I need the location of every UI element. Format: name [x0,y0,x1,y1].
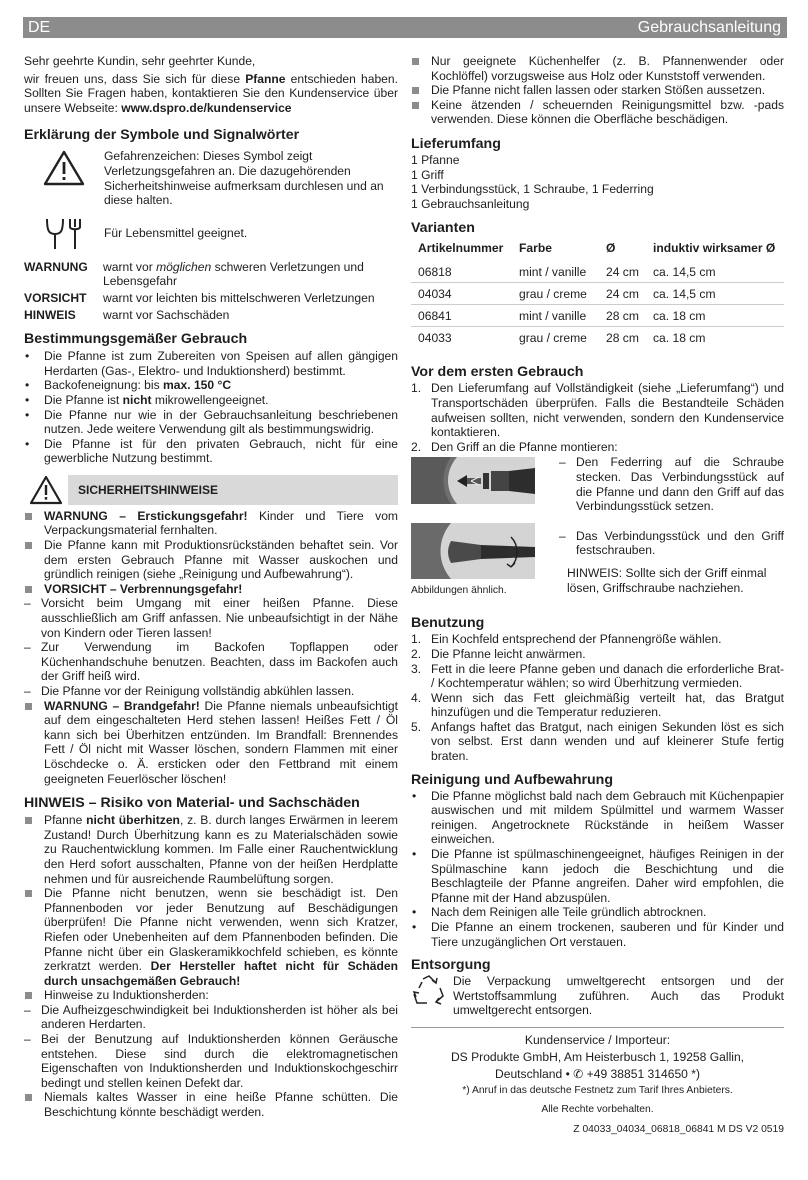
cell: ca. 14,5 cm [653,264,716,279]
footer-line-4: *) Anruf in das deutsche Festnetz zum Tarif Ihres Anbieters. [462,1084,733,1096]
list-item [24,699,398,787]
list-item [24,886,398,988]
food-safe-icon [24,216,104,252]
m1-post: , z. B. durch langes Erwärmen in leerem Zustand! Durch Überhitzung kann es zu Materialschäden sowie zu Rauchentwicklung kommen. Im Falle einer Rauchentwicklung den Herd sofort ausschalten, Pfanne von der heißen Herdplatte nehmen und für ausreichende Raumbelüftung sorgen. [44,813,399,886]
list-item [24,378,398,393]
usage-step: Ein Kochfeld entsprechend der Pfannengröße wählen. [431,632,722,647]
r1-text: Nur geeignete Küchenhelfer (z. B. Pfannenwender oder Kochlöffel) vorzugsweise aus Holz oder Kunststoff verwenden. [431,54,784,83]
variants-heading: Varianten [411,220,475,237]
document-code: Z 04033_04034_06818_06841 M DS V2 0519 [573,1123,784,1135]
r2-text: Die Pfanne nicht fallen lassen oder starken Stößen aussetzen. [431,83,766,98]
intro-product: Pfanne [245,71,286,86]
warnung-pre: warnt vor [103,259,157,274]
list-item: 2. Den Griff an die Pfanne montieren: [411,439,618,454]
assembly-note: HINWEIS: Sollte sich der Griff einmal lösen, Griffschraube nachziehen. [567,566,767,595]
list-item: 5. Anfangs haftet das Bratgut, nach einigen Sekunden löst es sich von selbst. Erst dann wenden und auf kleinerer Stufe fertig braten. [411,719,784,764]
list-item: 1 Griff [411,167,444,182]
material-heading: HINWEIS – Risiko von Material- und Sachschäden [24,795,360,812]
signal-word-warnung: WARNUNG [24,259,88,274]
signal-vorsicht [24,291,398,306]
disposal-row [411,974,784,1018]
footer-country: Deutschland • [494,1066,574,1081]
cell: ca. 18 cm [646,305,784,327]
assembly-section [411,455,784,607]
safety-list [24,509,398,597]
step1-text: Den Lieferumfang auf Vollständigkeit (siehe „Lieferumfang“) und Transportschäden überprüfen. Falls die Bestandteile Schäden aufweisen sollten, nicht verwenden, sondern den Kundenservice kontaktieren. [431,381,784,440]
safety-s1-text: Kinder und Tiere vom Verpackungsmaterial fernhalten. [44,508,399,538]
cell: 06818 [418,264,452,279]
list-item: • Die Pfanne ist für den privaten Gebrauch, nicht für eine gewerbliche Nutzung bestimmt. [24,437,398,466]
usage-step: Anfangs haftet das Bratgut, nach einigen Sekunden löst es sich von selbst. Erst dann wenden und auf kleinerer Stufe fertig braten. [431,719,784,764]
microwave-pre: Die Pfanne ist [44,392,123,407]
image-caption: Abbildungen ähnlich. [411,585,507,597]
list-item [411,54,784,83]
left-column [24,54,398,1120]
header-bar [23,17,787,38]
variants-table [411,240,784,348]
disposal-heading: Entsorgung [411,957,491,974]
signal-warnung [24,260,398,289]
footer-line-1: Kundenservice / Importeur: [524,1032,671,1047]
list-item [411,98,784,127]
list-item [24,813,398,886]
delivery-heading: Lieferumfang [411,135,501,152]
assembly-steps [559,455,784,558]
assembly-image-1 [411,457,535,504]
signal-word-hinweis: HINWEIS [24,307,76,322]
list-item [24,1090,398,1119]
warning-triangle-icon [24,149,104,207]
safety-burn-list [24,596,398,698]
safety-heading: SICHERHEITSHINWEISE [78,482,219,497]
oven-text: Backofeneignung: bis [44,378,164,393]
signal-word-vorsicht: VORSICHT [24,290,87,305]
cell: 24 cm [606,264,639,279]
list-item: 2. Die Pfanne leicht anwärmen. [411,646,586,661]
table-row [411,305,784,327]
danger-symbol-text: Gefahrenzeichen: Dieses Symbol zeigt Verletzungsgefahren an. Die dazugehörenden Sicherheitshinweise aufmerksam durchlesen und an diese halten. [104,149,384,208]
delivery-list [411,153,784,211]
language-code: DE [28,19,51,36]
footer [411,1032,784,1137]
cleaning-list [411,789,784,950]
safety-s4-title: WARNUNG – Brandgefahr! [44,698,200,713]
col-diameter: Ø [606,241,616,256]
usage-list [24,349,398,466]
cell: grau / creme [512,283,599,305]
col-color: Farbe [519,241,552,256]
safety-s2-text: Die Pfanne kann mit Produktionsrückständen behaftet sein. Vor dem ersten Gebrauch Pfanne mit Wasser auskochen und gründlich reinigen (siehe „Reinigung und Aufbewahrung“). [44,538,398,582]
website-link: www.dspro.de/kundenservice [121,100,292,115]
list-item: – Zur Verwendung im Backofen Topflappen oder Küchenhandschuhe benutzen. Beachten, dass im Backofen auch der Griff heiß wird. [24,640,398,684]
signal-text-vorsicht: warnt vor leichten bis mittelschweren Verletzungen [103,290,375,305]
induction-list [24,1003,398,1091]
warnung-italic: möglichen [156,259,212,274]
microwave-post: mikrowellengeeignet. [151,392,269,407]
m1-pre: Pfanne [44,813,87,828]
m1-bold: nicht überhitzen [86,813,180,828]
intro-text-2: entschieden haben. Sollten Sie Fragen haben, kontaktieren Sie den Kundenservice über unsere Webseite: [24,71,398,115]
page-title: Gebrauchsanleitung [637,19,781,36]
list-item: 1. Den Lieferumfang auf Vollständigkeit (siehe „Lieferumfang“) und Transportschäden überprüfen. Falls die Bestandteile Schäden aufweisen sollten, nicht verwenden, sondern den Kundenservice kontaktieren. [411,381,784,440]
list-item: • Die Pfanne ist zum Zubereiten von Speisen auf allen gängigen Herdarten (Gas-, Elektro- und Induktionsherd) bestimmt. [24,349,398,378]
list-item [24,582,398,597]
usage-steps-heading: Benutzung [411,615,485,632]
right-safety-list [411,54,784,127]
list-item: 4. Wenn sich das Fett gleichmäßig verteilt hat, das Bratgut hinzufügen und die Temperatur reduzieren. [411,690,784,720]
list-item: • Die Pfanne ist spülmaschinengeeignet, häufiges Reinigen in der Spülmaschine kann jedoch die Beschichtung und die Beschlagteile der Pfanne angreifen. Daher wird empfohlen, die Pfanne mit der Hand abzuspülen. [411,847,784,905]
cell: ca. 14,5 cm [646,283,784,305]
list-item: 1 Verbindungsstück, 1 Schraube, 1 Federring [411,182,654,197]
microwave-bold: nicht [122,392,152,407]
col-article: Artikelnummer [418,241,504,256]
cell: mint / vanille [512,305,599,327]
safety-s4-text: Die Pfanne niemals unbeaufsichtigt auf dem eingeschalteten Herd stehen lassen! Heißes Fett / Öl kann sich bei Überhitzen entzünden. Im Brandfall: Brennendes Fett / Öl nicht mit Wasser löschen, sondern Flammen mit einer Löschdecke o. Ä. ersticken oder den Fettbrand mit einem geeigneten Feuerlöscher löschen! [44,698,398,786]
table-header [411,240,784,261]
cell: 04034 [411,283,512,305]
cell: 04033 [411,327,512,349]
signal-text-hinweis: warnt vor Sachschäden [103,307,230,322]
r3-text: Keine ätzenden / scheuernden Reinigungsmittel bzw. -pads verwenden. Diese können die Oberfläche beschädigen. [431,97,784,127]
usage-step: Fett in die leere Pfanne geben und danach die erforderliche Brat- / Kochtemperatur wählen; so wird Überhitzung vermieden. [431,661,784,691]
danger-symbol-row [24,149,398,207]
list-item: – Den Federring auf die Schraube stecken. Das Verbindungsstück auf die Pfanne und dann den Griff auf das Verbindungsstück setzen. [559,455,784,513]
m2-bold: Der Hersteller haftet nicht für Schäden durch unsachgemäßen Gebrauch! [44,959,398,988]
list-item: – Vorsicht beim Umgang mit einer heißen Pfanne. Diese ausschließlich am Griff anfassen. Nie unbeaufsichtigt in der Nähe von Kindern oder Tieren lassen! [24,596,398,640]
safety-s1-title: WARNUNG – Erstickungsgefahr! [44,508,248,523]
usage-step: Die Pfanne leicht anwärmen. [431,646,586,661]
material-list-2 [24,1090,398,1119]
step2-text: Den Griff an die Pfanne montieren: [431,439,618,454]
list-item: • Die Pfanne nur wie in der Gebrauchsanleitung beschriebenen nutzen. Jede weitere Verwendung gilt als bestimmungswidrig. [24,408,398,437]
symbols-heading: Erklärung der Symbole und Signalwörter [24,127,300,144]
intro-text: wir freuen uns, dass Sie sich für diese [24,71,246,86]
phone-icon: ✆ [573,1066,587,1081]
food-symbol-row [24,216,398,252]
list-item: • Nach dem Reinigen alle Teile gründlich abtrocknen. [411,905,784,920]
list-item: – Bei der Benutzung auf Induktionsherden können Geräusche entstehen. Diese sind durch die elektromagnetischen Eigenschaften von Induktionsherden und Induktionskochgeschirr bedingt und stellen keinen Defekt dar. [24,1032,398,1090]
list-item: • Die Pfanne an einem trockenen, sauberen und für Kinder und Tiere unzugänglichen Ort verstauen. [411,920,784,949]
footer-line-2: DS Produkte GmbH, Am Heisterbusch 1, 19258 Gallin, [450,1049,745,1064]
list-item: 1 Pfanne [411,152,460,167]
right-column [411,54,784,1137]
list-item: 3. Fett in die leere Pfanne geben und danach die erforderliche Brat- / Kochtemperatur wählen; so wird Überhitzung vermieden. [411,661,784,691]
footer-line-5: Alle Rechte vorbehalten. [541,1103,654,1115]
list-item: – Die Pfanne vor der Reinigung vollständig abkühlen lassen. [24,684,398,699]
warning-triangle-icon [24,475,68,505]
cell: grau / creme [512,327,599,349]
material-list [24,813,398,1003]
oven-temp: max. 150 °C [163,378,232,393]
list-item [24,393,398,408]
cleaning-heading: Reinigung und Aufbewahrung [411,771,614,788]
m2-pre: Die Pfanne nicht benutzen, wenn sie beschädigt ist. Den Pfannenboden vor jeder Benutzung auf Beschädigungen überprüfen! Die Pfanne nicht verwenden, wenn sich Kratzer, Riefen oder Unebenheiten auf dem Pfannenboden befinden. Die Pfanne nicht über ein Glaskeramikkochfeld schieben, es könnte zerkratzt werden. [44,886,398,974]
list-item: – Das Verbindungsstück und den Griff festschrauben. [559,529,784,558]
list-item [24,538,398,582]
recycling-icon [411,974,453,1018]
greeting: Sehr geehrte Kundin, sehr geehrter Kunde, [24,54,256,68]
usage-heading: Bestimmungsgemäßer Gebrauch [24,331,248,348]
list-item [411,83,784,98]
list-item: – Die Aufheizgeschwindigkeit bei Induktionsherden ist höher als bei anderen Herdarten. [24,1003,398,1032]
table-row [411,327,784,349]
usage-step: Wenn sich das Fett gleichmäßig verteilt hat, das Bratgut hinzufügen und die Temperatur reduzieren. [431,690,784,720]
first-use-list [411,381,784,454]
list-item: • Die Pfanne möglichst bald nach dem Gebrauch mit Küchenpapier auswischen und mit mildem Spülmittel und warmem Wasser reinigen. Angetrocknete Rückstände in heißem Wasser einweichen. [411,789,784,847]
safety-s3-title: VORSICHT – Verbrennungsgefahr! [44,581,243,596]
list-item [24,509,398,538]
cell: 06841 [411,305,512,327]
safety-banner [24,475,398,505]
safety-list-2 [24,699,398,787]
cell: ca. 18 cm [646,327,784,349]
col-induction: induktiv wirksamer Ø [653,241,776,256]
cell: 24 cm [599,283,646,305]
disposal-text: Die Verpackung umweltgerecht entsorgen und der Wertstoffsammlung zuführen. Auch das Produkt umweltgerecht entsorgen. [453,974,784,1018]
footer-phone: +49 38851 314650 *) [586,1066,700,1081]
table-row [411,283,784,305]
footer-divider [411,1027,784,1028]
signal-text-warnung [103,260,398,289]
list-item: 1 Gebrauchsanleitung [411,196,530,211]
warnung-post: schweren Verletzungen und Lebensgefahr [103,259,364,289]
signal-hinweis [24,308,398,323]
table-row [411,261,784,283]
cell: 28 cm [599,305,646,327]
m4-text: Niemals kaltes Wasser in eine heiße Pfanne schütten. Die Beschichtung könnte beschädigt werden. [44,1090,398,1120]
footer-line-3 [411,1066,784,1083]
list-item: 1. Ein Kochfeld entsprechend der Pfannengröße wählen. [411,632,722,647]
m3-text: Hinweise zu Induktionsherden: [44,988,209,1003]
usage-steps-list [411,632,784,763]
first-use-heading: Vor dem ersten Gebrauch [411,364,584,381]
list-item [24,988,398,1003]
intro-paragraph [24,72,398,116]
cell: mint / vanille [519,264,587,279]
cell: 28 cm [599,327,646,349]
assembly-image-2 [411,523,535,579]
food-symbol-text: Für Lebensmittel geeignet. [104,226,248,241]
